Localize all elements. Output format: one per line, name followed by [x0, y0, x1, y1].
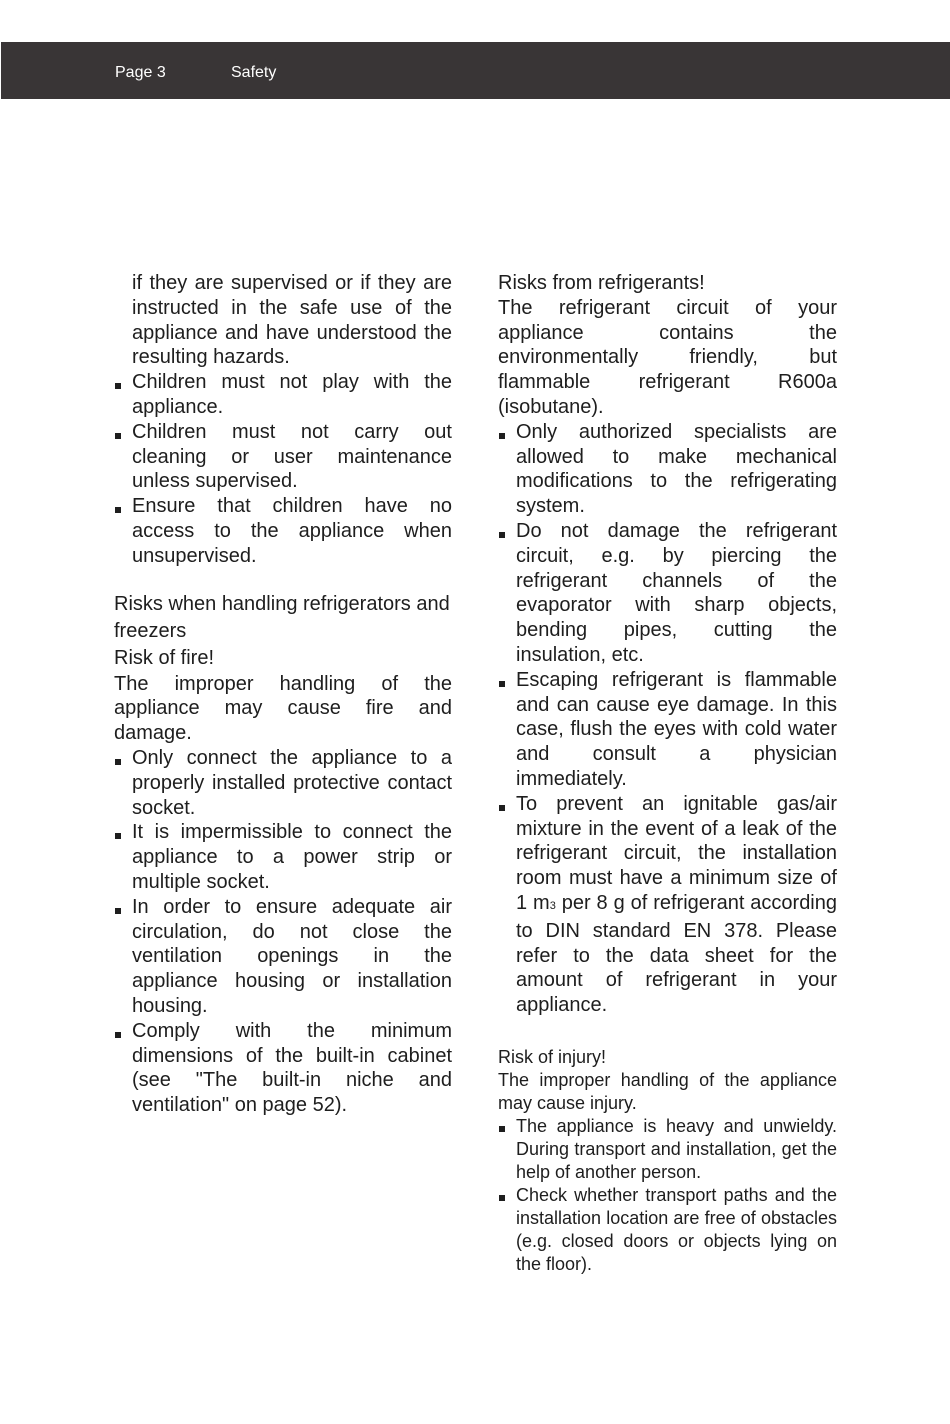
- page-number: Page 3: [115, 64, 166, 81]
- refrigerant-bullet-list: [498, 420, 837, 1018]
- bullet-icon: [115, 833, 121, 839]
- bullet-icon: [115, 383, 121, 389]
- list-item: Children must not carry out cleaning or user maintenance unless supervised.: [114, 420, 452, 494]
- fire-bullet-list: [114, 746, 452, 1118]
- list-item: In order to ensure adequate air circulation, do not close the ventilation openings in the appliance housing or installation housing.: [114, 895, 452, 1019]
- fire-risk-title: Risk of fire!: [114, 646, 215, 669]
- list-item: Children must not play with the appliance.: [114, 370, 452, 420]
- list-item: Ensure that children have no access to the appliance when unsupervised.: [114, 494, 452, 568]
- page-header: [1, 42, 950, 99]
- bullet-icon: [499, 1195, 505, 1201]
- list-item: Only authorized specialists are allowed to make mechanical modifications to the refrigerating system.: [498, 420, 837, 519]
- list-item: It is impermissible to connect the appliance to a power strip or multiple socket.: [114, 820, 452, 894]
- list-item: Do not damage the refrigerant circuit, e.g. by piercing the refrigerant channels of the evaporator with sharp objects, bending pipes, cutting the insulation, etc.: [498, 519, 837, 668]
- refrigerant-risk-text: The refrigerant circuit of your appliance contains the environmentally friendly, but flammable refrigerant R600a (isobutane).: [498, 296, 837, 418]
- children-bullet-list: [114, 370, 452, 568]
- list-item: The appliance is heavy and unwieldy. During transport and installation, get the help of another person.: [498, 1115, 837, 1184]
- bullet-icon: [499, 1126, 505, 1132]
- bullet-icon: [115, 1032, 121, 1038]
- bullet-icon: [499, 805, 505, 811]
- continuation-text: if they are supervised or if they are instructed in the safe use of the appliance and have understood the resulting hazards.: [132, 272, 452, 369]
- injury-bullet-list: [498, 1115, 837, 1276]
- bullet-icon: [115, 433, 121, 439]
- list-item: Comply with the minimum dimensions of the built-in cabinet (see "The built-in niche and ventilation" on page 52).: [114, 1019, 452, 1118]
- bullet-icon: [115, 759, 121, 765]
- bullet-icon: [499, 681, 505, 687]
- refrigerant-risk-title: Risks from refrigerants!: [498, 272, 705, 294]
- list-item: Only connect the appliance to a properly installed protective contact socket.: [114, 746, 452, 820]
- left-column: [114, 271, 452, 1118]
- bullet-icon: [499, 433, 505, 439]
- injury-risk-title: Risk of injury!: [498, 1046, 607, 1067]
- section-title: Safety: [231, 64, 277, 81]
- list-item: Check whether transport paths and the installation location are free of obstacles (e.g. closed doors or objects lying on the floor).: [498, 1184, 837, 1276]
- section-heading: Risks when handling refrigerators and freezers: [114, 592, 450, 642]
- bullet-icon: [115, 908, 121, 914]
- bullet-icon: [499, 532, 505, 538]
- injury-risk-text: The improper handling of the appliance may cause injury.: [498, 1069, 837, 1113]
- bullet-icon: [115, 507, 121, 513]
- right-column: [498, 271, 837, 1276]
- list-item: To prevent an ignitable gas/air mixture in the event of a leak of the refrigerant circuit, the installation room must have a minimum size of 1 m3 per 8 g of refrigerant according to DIN standard EN 378. Please refer to the data sheet for the amount of refrigerant in your appliance.: [498, 792, 837, 1018]
- fire-risk-text: The improper handling of the appliance may cause fire and damage.: [114, 672, 452, 745]
- list-item: Escaping refrigerant is flammable and can cause eye damage. In this case, flush the eyes with cold water and consult a physician immediately.: [498, 668, 837, 792]
- injury-section: [498, 1046, 837, 1276]
